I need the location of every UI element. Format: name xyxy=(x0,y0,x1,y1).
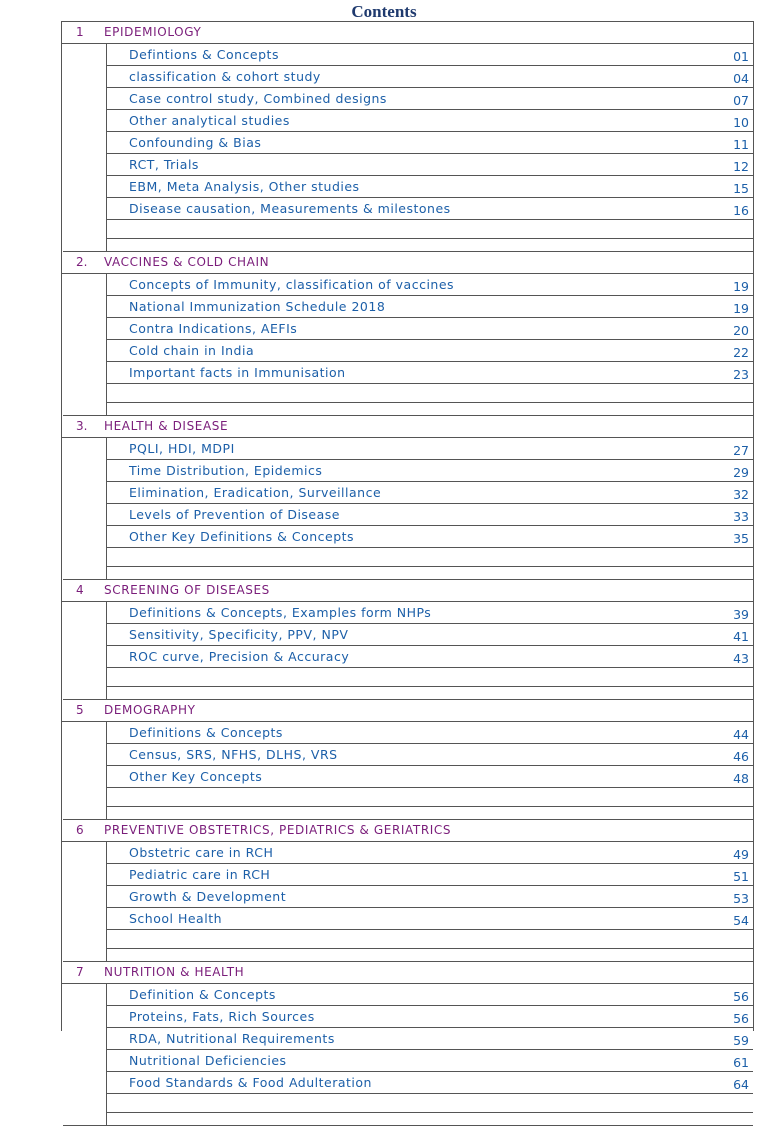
section-number: 6 xyxy=(76,823,84,837)
entry-title: Disease causation, Measurements & milestones xyxy=(129,201,451,216)
toc-entry[interactable] xyxy=(107,88,753,110)
entry-title: Obstetric care in RCH xyxy=(129,845,274,860)
section-divider xyxy=(63,567,753,580)
entry-page-number: 44 xyxy=(733,727,749,742)
toc-entry[interactable] xyxy=(107,624,753,646)
section-title: PREVENTIVE OBSTETRICS, PEDIATRICS & GERIATRICS xyxy=(104,823,452,837)
toc-entry[interactable] xyxy=(107,526,753,548)
section-divider xyxy=(63,239,753,252)
entry-page-number: 16 xyxy=(733,203,749,218)
table-of-contents xyxy=(61,21,754,1092)
entry-page-number: 46 xyxy=(733,749,749,764)
toc-entry[interactable] xyxy=(107,110,753,132)
entry-page-number: 10 xyxy=(733,115,749,130)
entry-title: Case control study, Combined designs xyxy=(129,91,387,106)
entry-page-number: 20 xyxy=(733,323,749,338)
entry-page-number: 43 xyxy=(733,651,749,666)
blank-row xyxy=(107,668,753,687)
entry-page-number: 01 xyxy=(733,49,749,64)
entry-title: ROC curve, Precision & Accuracy xyxy=(129,649,350,664)
entry-title: Pediatric care in RCH xyxy=(129,867,271,882)
section-title: VACCINES & COLD CHAIN xyxy=(104,255,270,269)
entry-page-number: 49 xyxy=(733,847,749,862)
toc-entry[interactable] xyxy=(107,908,753,930)
section-entries xyxy=(106,438,753,580)
toc-section xyxy=(62,820,753,962)
toc-entry[interactable] xyxy=(107,482,753,504)
section-divider xyxy=(63,1113,753,1126)
section-heading[interactable] xyxy=(62,962,753,984)
entry-page-number: 15 xyxy=(733,181,749,196)
toc-entry[interactable] xyxy=(107,766,753,788)
entry-title: Nutritional Deficiencies xyxy=(129,1053,287,1068)
entry-page-number: 64 xyxy=(733,1077,749,1092)
toc-entry[interactable] xyxy=(107,842,753,864)
toc-entry[interactable] xyxy=(107,1072,753,1094)
entry-title: Definitions & Concepts, Examples form NHPs xyxy=(129,605,432,620)
section-title: HEALTH & DISEASE xyxy=(104,419,229,433)
entry-title: Proteins, Fats, Rich Sources xyxy=(129,1009,315,1024)
section-divider xyxy=(63,687,753,700)
entry-title: Confounding & Bias xyxy=(129,135,262,150)
toc-section xyxy=(62,416,753,580)
entry-page-number: 32 xyxy=(733,487,749,502)
blank-row xyxy=(107,1094,753,1113)
blank-row xyxy=(107,788,753,807)
entry-page-number: 35 xyxy=(733,531,749,546)
entry-page-number: 51 xyxy=(733,869,749,884)
toc-entry[interactable] xyxy=(107,1050,753,1072)
section-heading[interactable] xyxy=(62,416,753,438)
toc-entry[interactable] xyxy=(107,274,753,296)
section-divider xyxy=(63,807,753,820)
entry-page-number: 53 xyxy=(733,891,749,906)
entry-page-number: 23 xyxy=(733,367,749,382)
entry-page-number: 56 xyxy=(733,989,749,1004)
section-number: 2. xyxy=(76,255,88,269)
entry-page-number: 19 xyxy=(733,301,749,316)
entry-title: Sensitivity, Specificity, PPV, NPV xyxy=(129,627,349,642)
entry-page-number: 41 xyxy=(733,629,749,644)
entry-title: Food Standards & Food Adulteration xyxy=(129,1075,372,1090)
entry-page-number: 11 xyxy=(733,137,749,152)
entry-title: Definition & Concepts xyxy=(129,987,276,1002)
entry-title: Concepts of Immunity, classification of vaccines xyxy=(129,277,455,292)
section-number: 3. xyxy=(76,419,88,433)
entry-page-number: 19 xyxy=(733,279,749,294)
entry-page-number: 22 xyxy=(733,345,749,360)
toc-entry[interactable] xyxy=(107,460,753,482)
entry-page-number: 33 xyxy=(733,509,749,524)
toc-entry[interactable] xyxy=(107,984,753,1006)
entry-title: Growth & Development xyxy=(129,889,287,904)
toc-entry[interactable] xyxy=(107,646,753,668)
entry-title: Defintions & Concepts xyxy=(129,47,279,62)
section-entries xyxy=(106,984,753,1126)
toc-entry[interactable] xyxy=(107,1006,753,1028)
toc-entry[interactable] xyxy=(107,744,753,766)
toc-entry[interactable] xyxy=(107,602,753,624)
section-title: NUTRITION & HEALTH xyxy=(104,965,245,979)
toc-entry[interactable] xyxy=(107,722,753,744)
section-entries xyxy=(106,44,753,252)
entry-title: RCT, Trials xyxy=(129,157,199,172)
section-heading[interactable] xyxy=(62,252,753,274)
section-entries xyxy=(106,274,753,416)
entry-page-number: 04 xyxy=(733,71,749,86)
entry-title: Elimination, Eradication, Surveillance xyxy=(129,485,382,500)
entry-page-number: 29 xyxy=(733,465,749,480)
entry-title: RDA, Nutritional Requirements xyxy=(129,1031,335,1046)
entry-page-number: 56 xyxy=(733,1011,749,1026)
entry-page-number: 39 xyxy=(733,607,749,622)
section-entries xyxy=(106,602,753,700)
entry-title: Time Distribution, Epidemics xyxy=(129,463,323,478)
toc-entry[interactable] xyxy=(107,438,753,460)
section-entries xyxy=(106,842,753,962)
blank-row xyxy=(107,930,753,949)
section-heading[interactable] xyxy=(62,22,753,44)
toc-entry[interactable] xyxy=(107,1028,753,1050)
entry-title: National Immunization Schedule 2018 xyxy=(129,299,386,314)
entry-title: Other Key Concepts xyxy=(129,769,263,784)
entry-page-number: 07 xyxy=(733,93,749,108)
blank-row xyxy=(107,384,753,403)
entry-title: EBM, Meta Analysis, Other studies xyxy=(129,179,360,194)
section-heading[interactable] xyxy=(62,700,753,722)
entry-title: Other analytical studies xyxy=(129,113,290,128)
blank-row xyxy=(107,548,753,567)
entry-title: Cold chain in India xyxy=(129,343,255,358)
page-title: Contents xyxy=(351,2,417,21)
entry-page-number: 48 xyxy=(733,771,749,786)
toc-entry[interactable] xyxy=(107,154,753,176)
toc-entry[interactable] xyxy=(107,864,753,886)
entry-page-number: 27 xyxy=(733,443,749,458)
entry-page-number: 59 xyxy=(733,1033,749,1048)
entry-title: Other Key Definitions & Concepts xyxy=(129,529,355,544)
section-divider xyxy=(63,949,753,962)
section-title: SCREENING OF DISEASES xyxy=(104,583,270,597)
toc-entry[interactable] xyxy=(107,340,753,362)
entry-title: Important facts in Immunisation xyxy=(129,365,346,380)
toc-section xyxy=(62,22,753,252)
blank-row xyxy=(107,220,753,239)
section-number: 4 xyxy=(76,583,84,597)
toc-section xyxy=(62,252,753,416)
toc-section xyxy=(62,580,753,700)
section-divider xyxy=(63,403,753,416)
entry-title: PQLI, HDI, MDPI xyxy=(129,441,235,456)
toc-section xyxy=(62,962,753,1126)
toc-entry[interactable] xyxy=(107,362,753,384)
entry-title: Census, SRS, NFHS, DLHS, VRS xyxy=(129,747,338,762)
entry-title: Contra Indications, AEFIs xyxy=(129,321,298,336)
section-heading[interactable] xyxy=(62,580,753,602)
section-entries xyxy=(106,722,753,820)
entry-page-number: 61 xyxy=(733,1055,749,1070)
entry-title: Levels of Prevention of Disease xyxy=(129,507,340,522)
toc-entry[interactable] xyxy=(107,132,753,154)
toc-entry[interactable] xyxy=(107,318,753,340)
entry-title: Definitions & Concepts xyxy=(129,725,283,740)
toc-entry[interactable] xyxy=(107,886,753,908)
entry-title: classification & cohort study xyxy=(129,69,321,84)
toc-entry[interactable] xyxy=(107,44,753,66)
entry-title: School Health xyxy=(129,911,223,926)
section-heading[interactable] xyxy=(62,820,753,842)
section-title: EPIDEMIOLOGY xyxy=(104,25,202,39)
entry-page-number: 54 xyxy=(733,913,749,928)
entry-page-number: 12 xyxy=(733,159,749,174)
section-number: 5 xyxy=(76,703,84,717)
toc-entry[interactable] xyxy=(107,504,753,526)
toc-entry[interactable] xyxy=(107,176,753,198)
section-number: 7 xyxy=(76,965,84,979)
section-title: DEMOGRAPHY xyxy=(104,703,196,717)
toc-section xyxy=(62,700,753,820)
toc-entry[interactable] xyxy=(107,296,753,318)
toc-entry[interactable] xyxy=(107,198,753,220)
toc-entry[interactable] xyxy=(107,66,753,88)
section-number: 1 xyxy=(76,25,84,39)
